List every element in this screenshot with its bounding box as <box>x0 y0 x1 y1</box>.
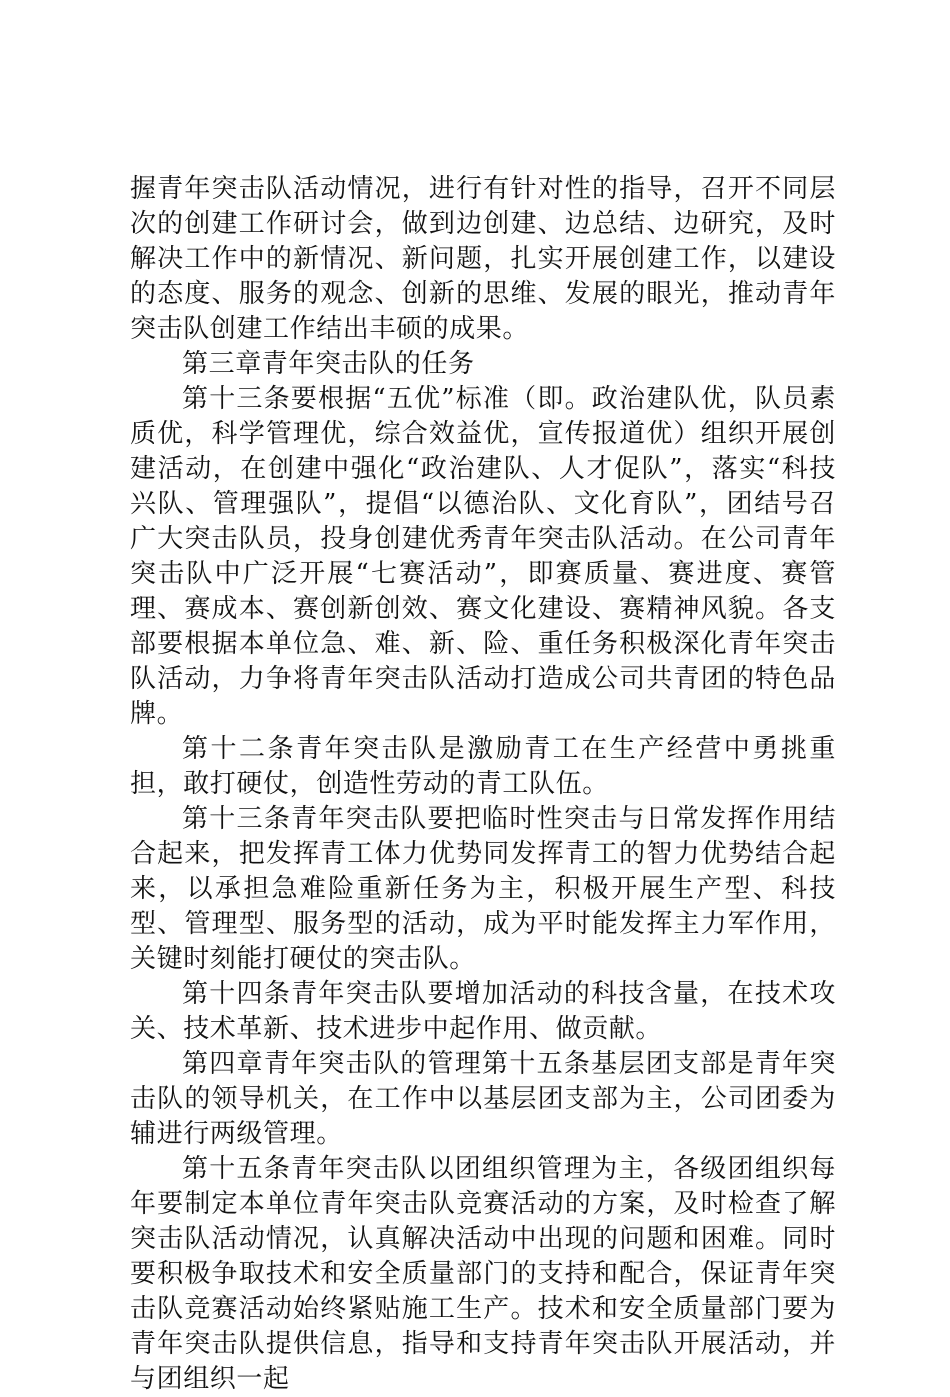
chapter-heading-3: 第三章青年突击队的任务 <box>182 349 475 379</box>
article-paragraph: 第十五条青年突击队以团组织管理为主，各级团组织每年要制定本单位青年突击队竞赛活动的方案，及时检查了解突击队活动情况，认真解决活动中出现的问题和困难。同时要积极争取技术和安全质量部门的支持和配合，保证青年突击队竞赛活动始终紧贴施工生产。技术和安全质量部门要为青年突击队提供信息，指导和支持青年突击队开展活动，并与团组织一起 <box>130 1154 836 1394</box>
article-paragraph: 第十三条青年突击队要把临时性突击与日常发挥作用结合起来，把发挥青工体力优势同发挥青工的智力优势结合起来，以承担急难险重新任务为主，积极开展生产型、科技型、管理型、服务型的活动，成为平时能发挥主力军作用，关键时刻能打硬仗的突击队。 <box>130 804 836 974</box>
article-paragraph: 第十三条要根据“五优”标准（即。政治建队优，队员素质优，科学管理优，综合效益优，宣传报道优）组织开展创建活动，在创建中强化“政治建队、人才促队”，落实“科技兴队、管理强队”，提倡“以德治队、文化育队”，团结号召广大突击队员，投身创建优秀青年突击队活动。在公司青年突击队中广泛开展“七赛活动”，即赛质量、赛进度、赛管理、赛成本、赛创新创效、赛文化建设、赛精神风貌。各支部要根据本单位急、难、新、险、重任务积极深化青年突击队活动，力争将青年突击队活动打造成公司共青团的特色品牌。 <box>130 384 836 729</box>
article-paragraph: 第十二条青年突击队是激励青工在生产经营中勇挑重担，敢打硬仗，创造性劳动的青工队伍。 <box>130 734 836 799</box>
chapter-heading-4-paragraph: 第四章青年突击队的管理第十五条基层团支部是青年突击队的领导机关，在工作中以基层团支部为主，公司团委为辅进行两级管理。 <box>130 1049 836 1149</box>
article-paragraph: 第十四条青年突击队要增加活动的科技含量，在技术攻关、技术革新、技术进步中起作用、做贡献。 <box>130 979 836 1044</box>
document-page <box>130 172 836 1397</box>
paragraph-continuation: 握青年突击队活动情况，进行有针对性的指导，召开不同层次的创建工作研讨会，做到边创建、边总结、边研究，及时解决工作中的新情况、新问题，扎实开展创建工作，以建设的态度、服务的观念、创新的思维、发展的眼光，推动青年突击队创建工作结出丰硕的成果。 <box>130 174 836 344</box>
